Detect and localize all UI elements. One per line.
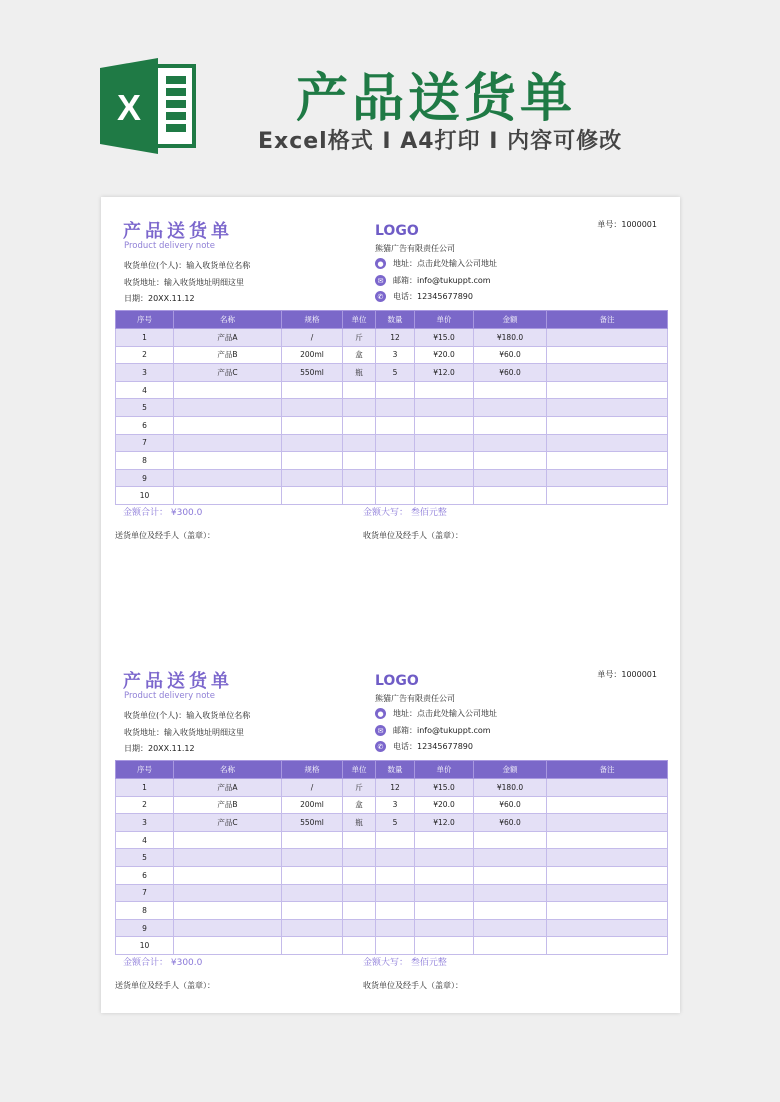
cell[interactable]: [174, 399, 282, 417]
cell[interactable]: [415, 452, 474, 470]
table-row: [116, 849, 668, 867]
cell[interactable]: 5: [116, 399, 174, 417]
cell[interactable]: [376, 831, 415, 849]
cell[interactable]: ¥15.0: [415, 329, 474, 347]
cell[interactable]: 8: [116, 902, 174, 920]
table-row: [116, 346, 668, 364]
cell[interactable]: [474, 487, 547, 505]
cell[interactable]: [343, 487, 376, 505]
company-address[interactable]: 地址：点击此处输入公司地址: [393, 259, 497, 268]
cell[interactable]: [547, 346, 668, 364]
cell[interactable]: [376, 452, 415, 470]
cell[interactable]: ¥180.0: [474, 779, 547, 797]
table-row: [116, 487, 668, 505]
cell[interactable]: [343, 381, 376, 399]
cell[interactable]: 斤: [343, 779, 376, 797]
cell[interactable]: [282, 831, 343, 849]
cell[interactable]: 7: [116, 434, 174, 452]
form-title-en: Product delivery note: [124, 241, 215, 251]
date-field[interactable]: 日期：20XX.11.12: [124, 294, 195, 303]
cell[interactable]: 5: [376, 364, 415, 382]
cell[interactable]: [174, 849, 282, 867]
cell[interactable]: [376, 487, 415, 505]
cell[interactable]: ¥15.0: [415, 779, 474, 797]
cell[interactable]: [282, 381, 343, 399]
total-amount-caps: 金额大写： 叁佰元整: [363, 958, 447, 968]
column-header: 规格: [282, 311, 343, 329]
company-name: 熊猫广告有限责任公司: [375, 694, 455, 703]
company-phone[interactable]: 电话：12345677890: [393, 742, 473, 751]
cell[interactable]: ¥12.0: [415, 814, 474, 832]
cell[interactable]: 2: [116, 796, 174, 814]
cell[interactable]: [174, 416, 282, 434]
table-row: [116, 796, 668, 814]
total-amount: 金额合计： ¥300.0: [123, 958, 203, 968]
column-header: 名称: [174, 761, 282, 779]
cell[interactable]: [547, 831, 668, 849]
cell[interactable]: [547, 779, 668, 797]
table-row: [116, 452, 668, 470]
cell[interactable]: 4: [116, 381, 174, 399]
cell[interactable]: 5: [116, 849, 174, 867]
cell[interactable]: ¥20.0: [415, 346, 474, 364]
cell[interactable]: [474, 452, 547, 470]
company-email[interactable]: 邮箱：info@tukuppt.com: [393, 276, 491, 285]
table-row: [116, 866, 668, 884]
cell[interactable]: 12: [376, 779, 415, 797]
address-field[interactable]: 收货地址：输入收货地址明细这里: [124, 728, 244, 737]
cell[interactable]: [343, 919, 376, 937]
cell[interactable]: [547, 329, 668, 347]
cell[interactable]: [547, 796, 668, 814]
table-row: [116, 884, 668, 902]
table-row: [116, 937, 668, 955]
cell[interactable]: [376, 849, 415, 867]
cell[interactable]: [547, 902, 668, 920]
cell[interactable]: [282, 469, 343, 487]
cell[interactable]: 盒: [343, 796, 376, 814]
cell[interactable]: ¥60.0: [474, 346, 547, 364]
cell[interactable]: 3: [116, 814, 174, 832]
phone-icon: ✆: [375, 291, 386, 302]
cell[interactable]: [343, 902, 376, 920]
banner-subtitle: Excel格式 I A4打印 I 内容可修改: [258, 129, 623, 154]
excel-icon: [100, 58, 198, 154]
delivery-form: [101, 197, 680, 617]
table-row: [116, 416, 668, 434]
cell[interactable]: [415, 487, 474, 505]
receiver-field[interactable]: 收货单位(个人)：输入收货单位名称: [124, 261, 251, 270]
cell[interactable]: [376, 399, 415, 417]
column-header: 名称: [174, 311, 282, 329]
cell[interactable]: [474, 399, 547, 417]
form-title: 产品送货单: [123, 221, 233, 242]
cell[interactable]: [474, 884, 547, 902]
cell[interactable]: [343, 416, 376, 434]
cell[interactable]: [547, 919, 668, 937]
cell[interactable]: [547, 487, 668, 505]
column-header: 数量: [376, 761, 415, 779]
cell[interactable]: [376, 381, 415, 399]
logo: LOGO: [375, 223, 419, 239]
cell[interactable]: [415, 831, 474, 849]
address-field[interactable]: 收货地址：输入收货地址明细这里: [124, 278, 244, 287]
cell[interactable]: ¥60.0: [474, 796, 547, 814]
cell[interactable]: 产品C: [174, 364, 282, 382]
table-row: [116, 831, 668, 849]
cell[interactable]: [282, 487, 343, 505]
cell[interactable]: 10: [116, 487, 174, 505]
cell[interactable]: [474, 831, 547, 849]
cell[interactable]: [174, 902, 282, 920]
cell[interactable]: [474, 434, 547, 452]
cell[interactable]: [415, 849, 474, 867]
column-header: 单位: [343, 311, 376, 329]
cell[interactable]: 8: [116, 452, 174, 470]
cell[interactable]: [343, 849, 376, 867]
order-number: 单号：1000001: [597, 220, 657, 229]
cell[interactable]: [415, 902, 474, 920]
cell[interactable]: [376, 902, 415, 920]
cell[interactable]: [547, 364, 668, 382]
cell[interactable]: [474, 919, 547, 937]
location-icon: ●: [375, 708, 386, 719]
cell[interactable]: 9: [116, 919, 174, 937]
logo: LOGO: [375, 673, 419, 689]
cell[interactable]: [547, 814, 668, 832]
cell[interactable]: 产品C: [174, 814, 282, 832]
column-header: 单价: [415, 761, 474, 779]
cell[interactable]: [415, 866, 474, 884]
column-header: 序号: [116, 761, 174, 779]
items-table: [115, 310, 668, 505]
cell[interactable]: 3: [116, 364, 174, 382]
table-row: [116, 434, 668, 452]
cell[interactable]: ¥20.0: [415, 796, 474, 814]
column-header: 单位: [343, 761, 376, 779]
cell[interactable]: [174, 919, 282, 937]
cell[interactable]: [376, 434, 415, 452]
cell[interactable]: 产品A: [174, 779, 282, 797]
cell[interactable]: [282, 937, 343, 955]
company-email[interactable]: 邮箱：info@tukuppt.com: [393, 726, 491, 735]
cell[interactable]: 550ml: [282, 814, 343, 832]
cell[interactable]: [174, 469, 282, 487]
table-row: [116, 902, 668, 920]
cell[interactable]: [415, 937, 474, 955]
total-amount: 金额合计： ¥300.0: [123, 508, 203, 518]
cell[interactable]: 3: [376, 346, 415, 364]
cell[interactable]: 6: [116, 416, 174, 434]
cell[interactable]: [282, 434, 343, 452]
cell[interactable]: 产品A: [174, 329, 282, 347]
cell[interactable]: [343, 831, 376, 849]
table-row: [116, 919, 668, 937]
cell[interactable]: [547, 849, 668, 867]
cell[interactable]: 10: [116, 937, 174, 955]
cell[interactable]: [376, 416, 415, 434]
cell[interactable]: 2: [116, 346, 174, 364]
column-header: 数量: [376, 311, 415, 329]
cell[interactable]: ¥180.0: [474, 329, 547, 347]
company-phone[interactable]: 电话：12345677890: [393, 292, 473, 301]
cell[interactable]: [174, 866, 282, 884]
cell[interactable]: 12: [376, 329, 415, 347]
column-header: 金额: [474, 311, 547, 329]
cell[interactable]: [376, 919, 415, 937]
cell[interactable]: [343, 884, 376, 902]
form-title-en: Product delivery note: [124, 691, 215, 701]
cell[interactable]: [547, 416, 668, 434]
cell[interactable]: [343, 399, 376, 417]
column-header: 金额: [474, 761, 547, 779]
cell[interactable]: 550ml: [282, 364, 343, 382]
cell[interactable]: 瓶: [343, 364, 376, 382]
cell[interactable]: [376, 469, 415, 487]
cell[interactable]: 9: [116, 469, 174, 487]
sender-signature[interactable]: 送货单位及经手人（盖章）：: [115, 531, 215, 540]
location-icon: ●: [375, 258, 386, 269]
cell[interactable]: [547, 884, 668, 902]
cell[interactable]: [174, 452, 282, 470]
cell[interactable]: [474, 469, 547, 487]
items-table: [115, 760, 668, 955]
column-header: 单价: [415, 311, 474, 329]
cell[interactable]: [415, 416, 474, 434]
date-field[interactable]: 日期：20XX.11.12: [124, 744, 195, 753]
cell[interactable]: [282, 452, 343, 470]
column-header: 备注: [547, 311, 668, 329]
cell[interactable]: [474, 937, 547, 955]
cell[interactable]: [474, 849, 547, 867]
cell[interactable]: /: [282, 779, 343, 797]
total-amount-caps: 金额大写： 叁佰元整: [363, 508, 447, 518]
cell[interactable]: [174, 381, 282, 399]
cell[interactable]: 斤: [343, 329, 376, 347]
table-row: [116, 329, 668, 347]
cell[interactable]: 5: [376, 814, 415, 832]
cell[interactable]: [174, 937, 282, 955]
table-row: [116, 399, 668, 417]
cell[interactable]: [376, 884, 415, 902]
cell[interactable]: 1: [116, 779, 174, 797]
cell[interactable]: [174, 487, 282, 505]
order-number: 单号：1000001: [597, 670, 657, 679]
receiver-signature[interactable]: 收货单位及经手人（盖章）：: [363, 531, 463, 540]
cell[interactable]: [415, 884, 474, 902]
phone-icon: ✆: [375, 741, 386, 752]
cell[interactable]: [343, 469, 376, 487]
cell[interactable]: [282, 902, 343, 920]
cell[interactable]: 产品B: [174, 346, 282, 364]
table-row: [116, 779, 668, 797]
cell[interactable]: ¥60.0: [474, 364, 547, 382]
cell[interactable]: [547, 399, 668, 417]
cell[interactable]: [343, 434, 376, 452]
email-icon: ✉: [375, 725, 386, 736]
cell[interactable]: 1: [116, 329, 174, 347]
cell[interactable]: [547, 469, 668, 487]
cell[interactable]: [474, 381, 547, 399]
table-row: [116, 814, 668, 832]
cell[interactable]: ¥12.0: [415, 364, 474, 382]
banner-title: 产品送货单: [296, 69, 577, 129]
cell[interactable]: [343, 937, 376, 955]
cell[interactable]: ¥60.0: [474, 814, 547, 832]
cell[interactable]: [282, 849, 343, 867]
cell[interactable]: 盒: [343, 346, 376, 364]
delivery-form: [101, 647, 680, 1067]
cell[interactable]: [282, 416, 343, 434]
column-header: 备注: [547, 761, 668, 779]
cell[interactable]: [415, 399, 474, 417]
cell[interactable]: [282, 866, 343, 884]
svg-text:X: X: [116, 87, 142, 128]
cell[interactable]: [547, 452, 668, 470]
cell[interactable]: 7: [116, 884, 174, 902]
cell[interactable]: [547, 866, 668, 884]
cell[interactable]: [376, 937, 415, 955]
company-name: 熊猫广告有限责任公司: [375, 244, 455, 253]
cell[interactable]: [174, 831, 282, 849]
cell[interactable]: [547, 937, 668, 955]
cell[interactable]: 3: [376, 796, 415, 814]
cell[interactable]: [376, 866, 415, 884]
cell[interactable]: [474, 902, 547, 920]
cell[interactable]: [474, 866, 547, 884]
column-header: 规格: [282, 761, 343, 779]
table-row: [116, 364, 668, 382]
receiver-signature[interactable]: 收货单位及经手人（盖章）：: [363, 981, 463, 990]
cell[interactable]: [174, 884, 282, 902]
cell[interactable]: [174, 434, 282, 452]
document-page: [101, 197, 680, 1013]
cell[interactable]: [415, 381, 474, 399]
cell[interactable]: 4: [116, 831, 174, 849]
sender-signature[interactable]: 送货单位及经手人（盖章）：: [115, 981, 215, 990]
cell[interactable]: [415, 434, 474, 452]
cell[interactable]: [282, 884, 343, 902]
cell[interactable]: 6: [116, 866, 174, 884]
cell[interactable]: [547, 434, 668, 452]
table-row: [116, 469, 668, 487]
table-row: [116, 381, 668, 399]
cell[interactable]: [415, 919, 474, 937]
cell[interactable]: [547, 381, 668, 399]
column-header: 序号: [116, 311, 174, 329]
company-address[interactable]: 地址：点击此处输入公司地址: [393, 709, 497, 718]
cell[interactable]: 产品B: [174, 796, 282, 814]
cell[interactable]: /: [282, 329, 343, 347]
cell[interactable]: 200ml: [282, 796, 343, 814]
cell[interactable]: [474, 416, 547, 434]
cell[interactable]: 瓶: [343, 814, 376, 832]
receiver-field[interactable]: 收货单位(个人)：输入收货单位名称: [124, 711, 251, 720]
form-title: 产品送货单: [123, 671, 233, 692]
cell[interactable]: [282, 919, 343, 937]
cell[interactable]: [343, 866, 376, 884]
email-icon: ✉: [375, 275, 386, 286]
cell[interactable]: [415, 469, 474, 487]
cell[interactable]: [282, 399, 343, 417]
cell[interactable]: [343, 452, 376, 470]
cell[interactable]: 200ml: [282, 346, 343, 364]
